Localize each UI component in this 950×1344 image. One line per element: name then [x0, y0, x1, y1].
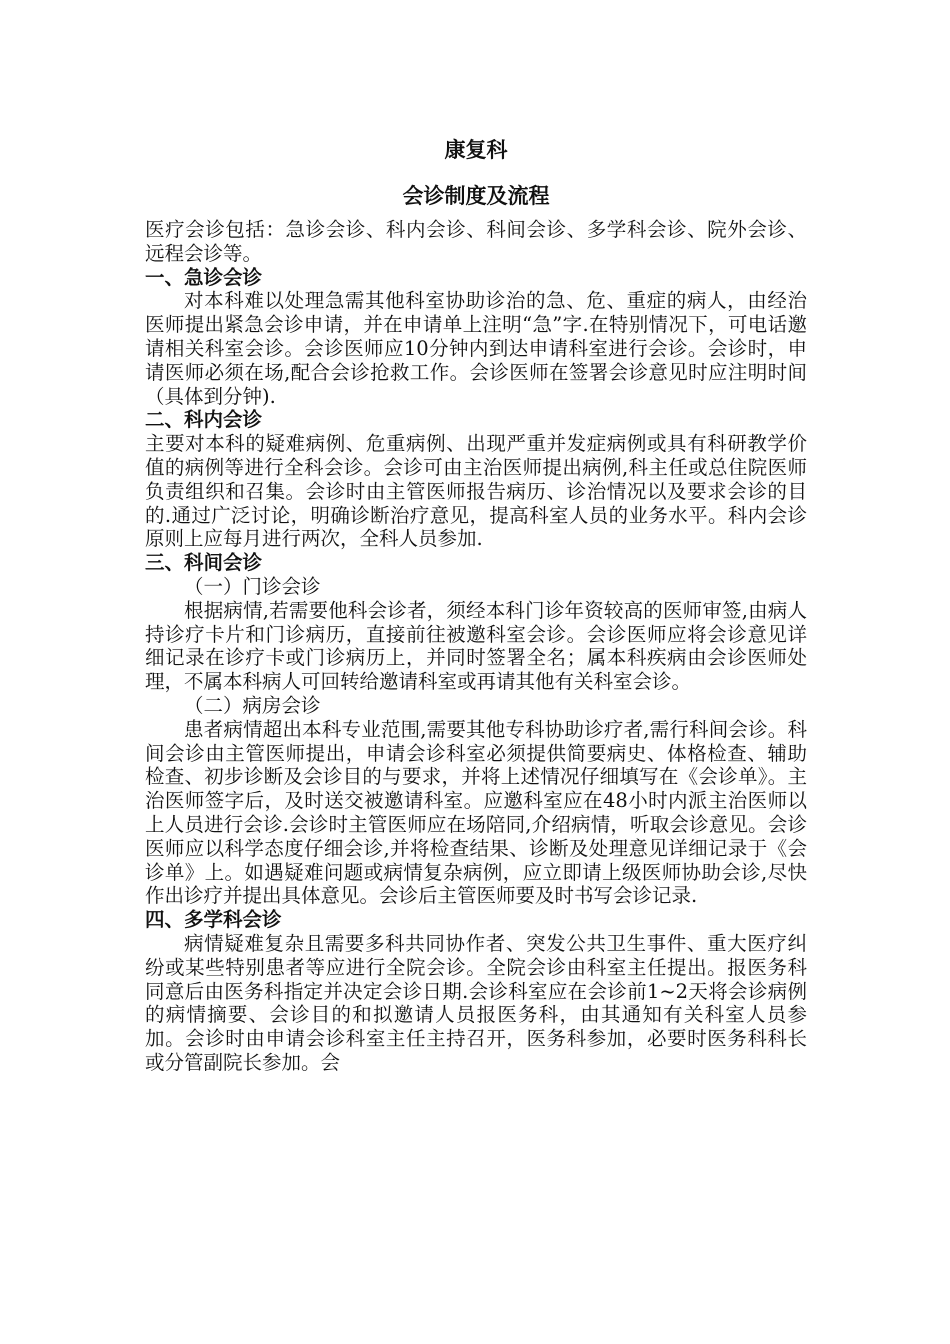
- section-heading-internal: 二、科内会诊: [145, 408, 263, 432]
- intro-paragraph: 医疗会诊包括：急诊会诊、科内会诊、科间会诊、多学科会诊、院外会诊、远程会诊等。: [145, 218, 807, 265]
- subsection-heading-outpatient: （一）门诊会诊: [184, 574, 321, 598]
- subsection-paragraph-ward: 患者病情超出本科专业范围,需要其他专科协助诊疗者,需行科间会诊。科间会诊由主管医师提出，申请会诊科室必须提供简要病史、体格检查、辅助检查、初步诊断及会诊目的与要求，并将上述情况仔细填写在《会诊单》。主治医师签字后，及时送交被邀请科室。应邀科室应在48小时内派主治医师以上人员进行会诊.会诊时主管医师应在场陪同,介绍病情，听取会诊意见。会诊医师应以科学态度仔细会诊,并将检查结果、诊断及处理意见详细记录于《会诊单》上。如遇疑难问题或病情复杂病例，应立即请上级医师协助会诊,尽快作出诊疗并提出具体意见。会诊后主管医师要及时书写会诊记录.: [145, 717, 807, 908]
- section-heading-multidisciplinary: 四、多学科会诊: [145, 908, 282, 932]
- department-title: 康复科: [444, 138, 508, 162]
- document-title: 会诊制度及流程: [402, 184, 550, 208]
- section-heading-emergency: 一、急诊会诊: [145, 265, 263, 289]
- subsection-heading-ward: （二）病房会诊: [184, 693, 321, 717]
- section-paragraph-emergency: 对本科难以处理急需其他科室协助诊治的急、危、重症的病人，由经治医师提出紧急会诊申请，并在申请单上注明“急”字.在特别情况下，可电话邀请相关科室会诊。会诊医师应10分钟内到达申请科室进行会诊。会诊时，申请医师必须在场,配合会诊抢救工作。会诊医师在签署会诊意见时应注明时间（具体到分钟).: [145, 289, 807, 408]
- document-page: [145, 130, 807, 1075]
- subsection-paragraph-outpatient: 根据病情,若需要他科会诊者，须经本科门诊年资较高的医师审签,由病人持诊疗卡片和门诊病历，直接前往被邀科室会诊。会诊医师应将会诊意见详细记录在诊疗卡或门诊病历上，并同时签署全名；属本科疾病由会诊医师处理，不属本科病人可回转给邀请科室或再请其他有关科室会诊。: [145, 598, 807, 694]
- section-heading-interdepartment: 三、科间会诊: [145, 551, 263, 575]
- section-paragraph-multidisciplinary: 病情疑难复杂且需要多科共同协作者、突发公共卫生事件、重大医疗纠纷或某些特别患者等应进行全院会诊。全院会诊由科室主任提出。报医务科同意后由医务科指定并决定会诊日期.会诊科室应在会诊前1~2天将会诊病例的病情摘要、会诊目的和拟邀请人员报医务科，由其通知有关科室人员参加。会诊时由申请会诊科室主任主持召开，医务科参加，必要时医务科科长或分管副院长参加。会: [145, 931, 807, 1074]
- section-paragraph-internal: 主要对本科的疑难病例、危重病例、出现严重并发症病例或具有科研教学价值的病例等进行全科会诊。会诊可由主治医师提出病例,科主任或总住院医师负责组织和召集。会诊时由主管医师报告病历、诊治情况以及要求会诊的目的.通过广泛讨论，明确诊断治疗意见，提高科室人员的业务水平。科内会诊原则上应每月进行两次，全科人员参加.: [145, 432, 807, 551]
